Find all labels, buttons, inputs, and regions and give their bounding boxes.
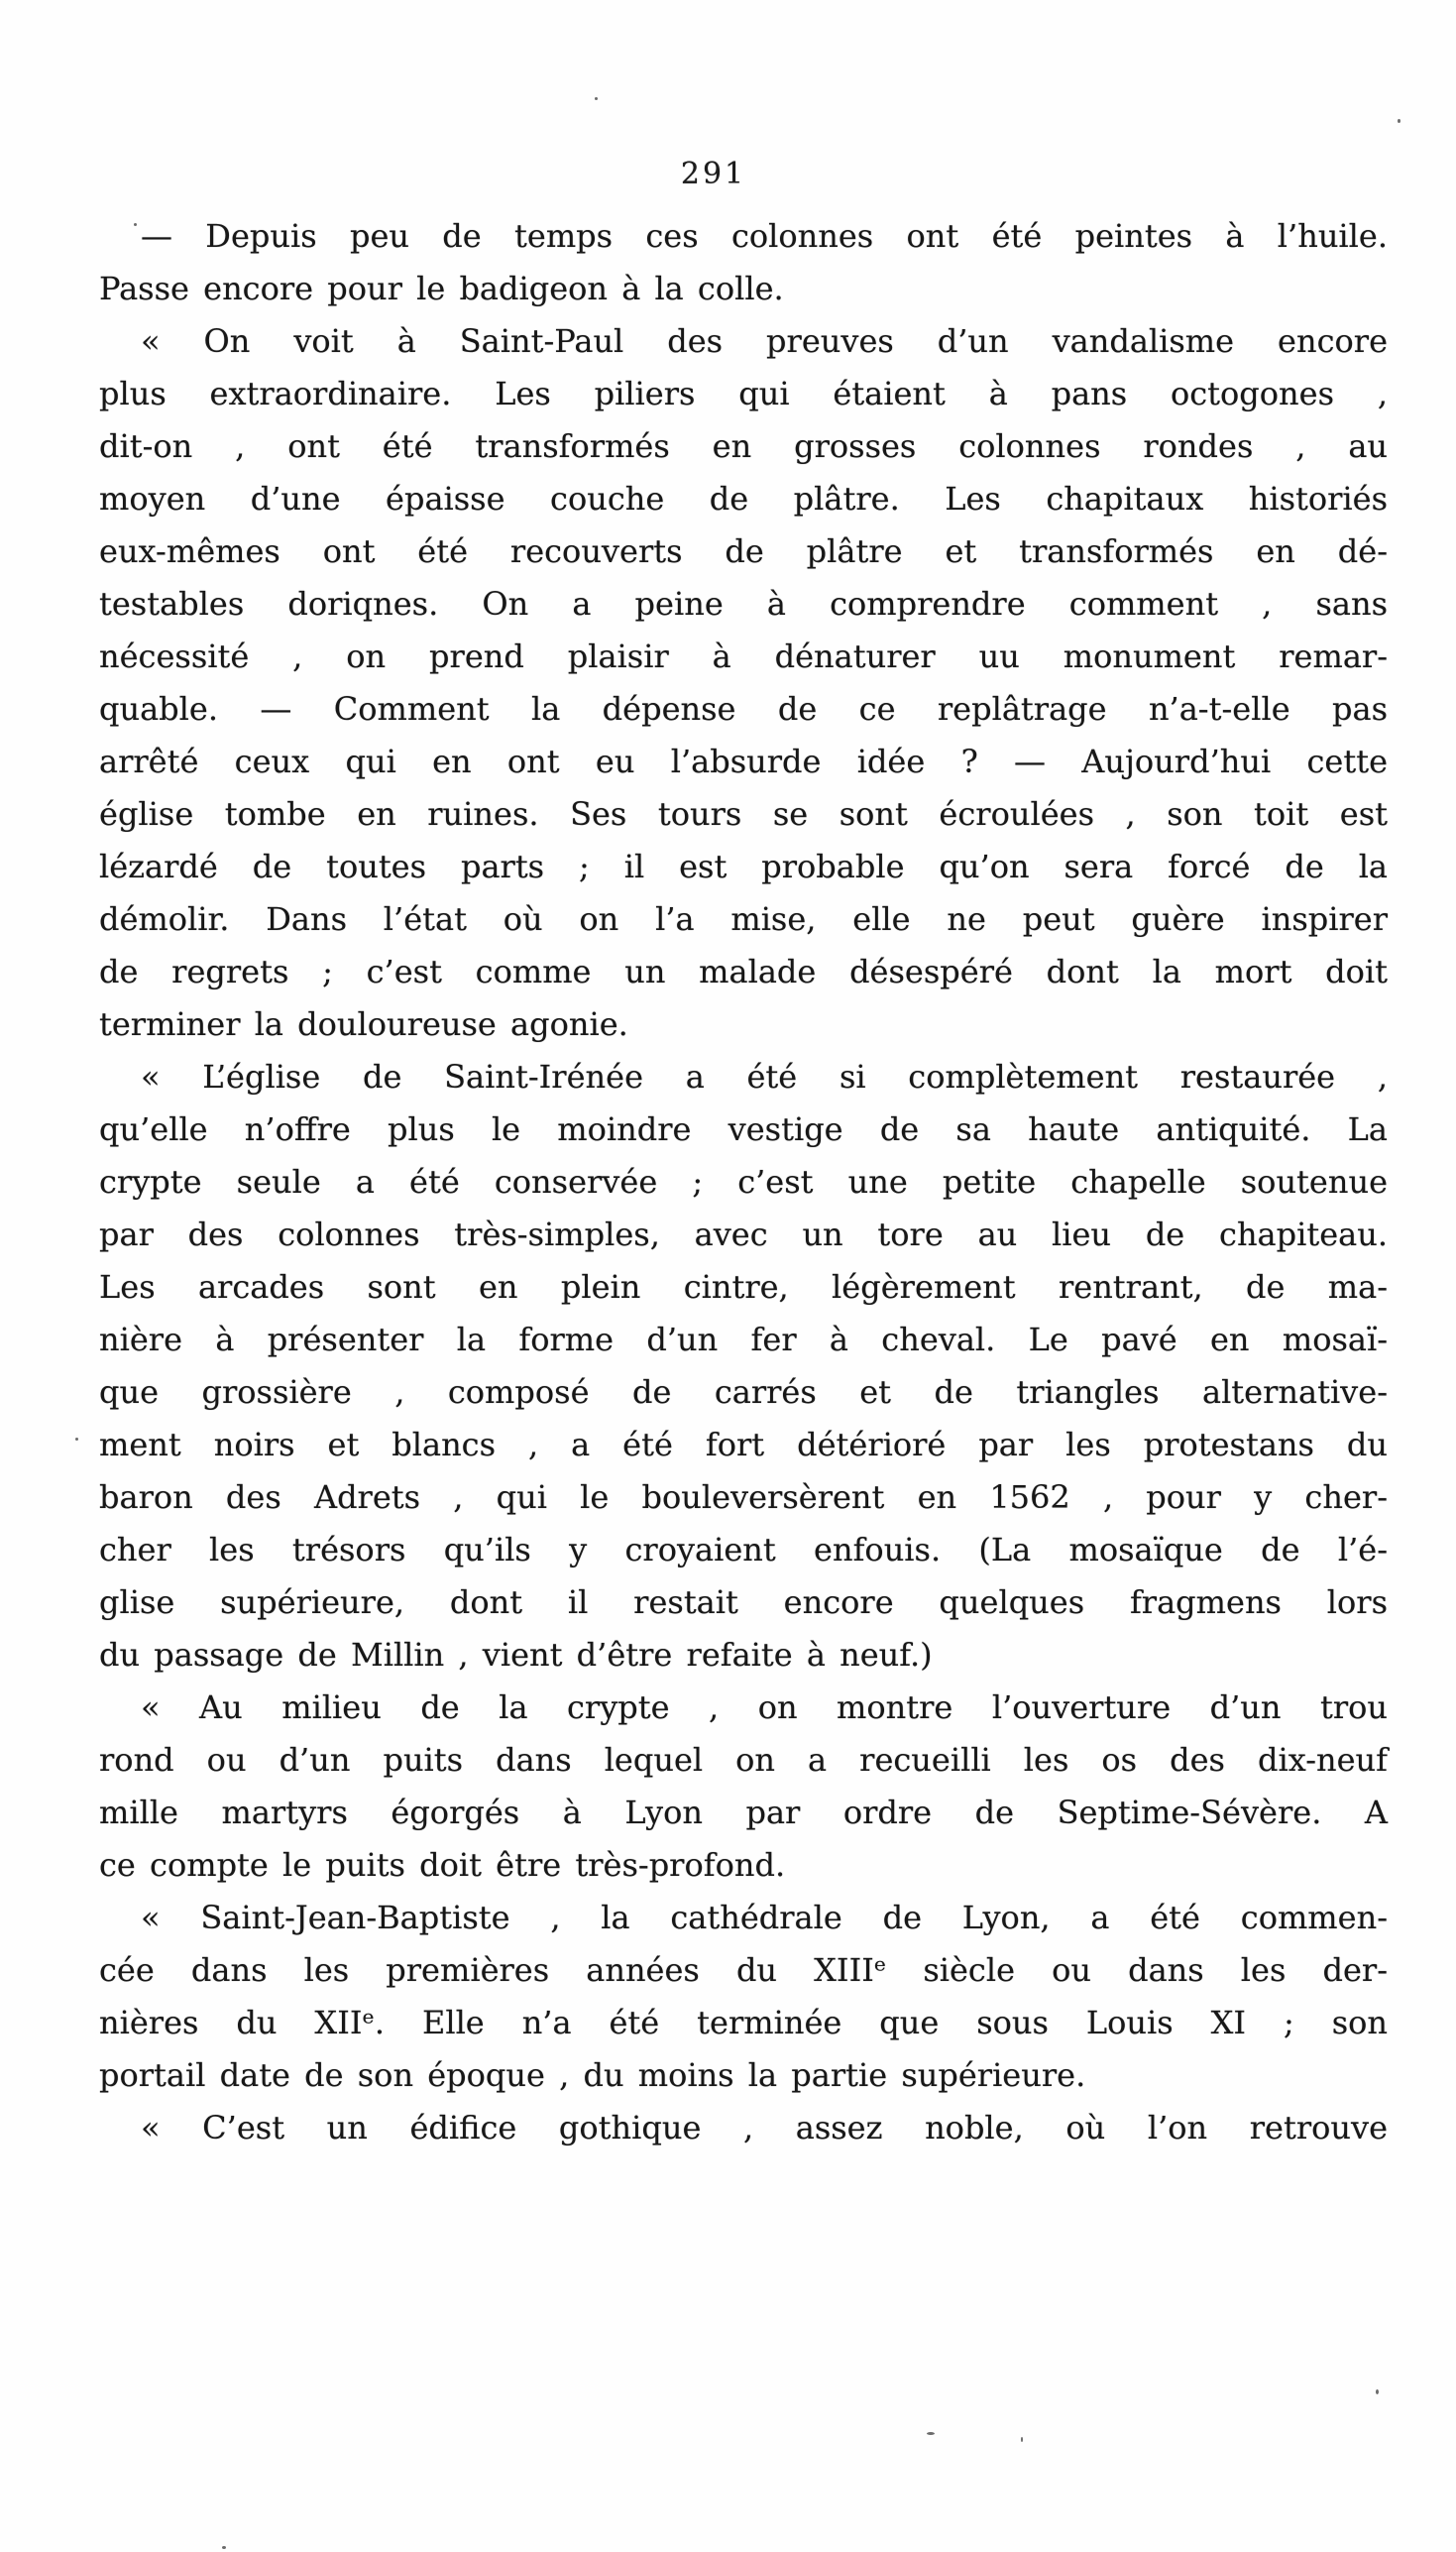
text-line: testables doriqnes. On a peine à comprendre comment , sans	[99, 585, 1388, 623]
text-line: que grossière , composé de carrés et de triangles alternative-	[99, 1373, 1388, 1411]
paragraph	[99, 210, 1388, 315]
text-line: eux-mêmes ont été recouverts de plâtre et transformés en dé-	[99, 532, 1388, 570]
text-line: portail date de son époque , du moins la partie supérieure.	[99, 2056, 1086, 2094]
text-line: « Au milieu de la crypte , on montre l’ouverture d’un trou	[141, 1688, 1388, 1726]
text-line: « Saint-Jean-Baptiste , la cathédrale de Lyon, a été commen-	[141, 1899, 1388, 1936]
text-line: quable. — Comment la dépense de ce replâtrage n’a-t-elle pas	[99, 690, 1388, 728]
paragraph	[99, 315, 1388, 1051]
text-line: mille martyrs égorgés à Lyon par ordre de Septime-Sévère. A	[99, 1794, 1388, 1831]
text-line: nières du XIIᵉ. Elle n’a été terminée que sous Louis XI ; son	[99, 2004, 1388, 2041]
text-line: Passe encore pour le badigeon à la colle.	[99, 270, 784, 307]
text-line: dit-on , ont été transformés en grosses colonnes rondes , au	[99, 427, 1388, 465]
paragraph	[99, 1892, 1388, 2102]
text-line: nécessité , on prend plaisir à dénaturer uu monument remar-	[99, 638, 1388, 675]
text-line: « L’église de Saint-Irénée a été si complètement restaurée ,	[141, 1058, 1388, 1096]
text-line: ce compte le puits doit être très-profond.	[99, 1846, 786, 1884]
scan-speck	[1376, 2389, 1379, 2394]
text-line: terminer la douloureuse agonie.	[99, 1005, 628, 1043]
text-line: par des colonnes très-simples, avec un tore au lieu de chapiteau.	[99, 1216, 1388, 1253]
text-line: cée dans les premières années du XIIIᵉ siècle ou dans les der-	[99, 1951, 1388, 1989]
scan-speck	[927, 2432, 935, 2435]
text-line: « C’est un édifice gothique , assez noble, où l’on retrouve	[141, 2109, 1388, 2146]
text-line: du passage de Millin , vient d’être refaite à neuf.)	[99, 1636, 933, 1674]
text-line: de regrets ; c’est comme un malade désespéré dont la mort doit	[99, 953, 1388, 990]
text-line: Les arcades sont en plein cintre, légèrement rentrant, de ma-	[99, 1268, 1388, 1306]
text-line: ment noirs et blancs , a été fort détérioré par les protestans du	[99, 1426, 1388, 1463]
paragraph	[99, 1051, 1388, 1682]
text-line: « On voit à Saint-Paul des preuves d’un vandalisme encore	[141, 322, 1388, 360]
text-line: qu’elle n’offre plus le moindre vestige de sa haute antiquité. La	[99, 1110, 1388, 1148]
text-block	[99, 210, 1388, 2154]
page-number: 291	[680, 157, 747, 191]
scan-speck	[75, 1438, 78, 1441]
text-line: cher les trésors qu’ils y croyaient enfouis. (La mosaïque de l’é-	[99, 1531, 1388, 1568]
text-line: crypte seule a été conservée ; c’est une petite chapelle soutenue	[99, 1163, 1388, 1201]
text-line: arrêté ceux qui en ont eu l’absurde idée ? — Aujourd’hui cette	[99, 743, 1388, 780]
text-line: lézardé de toutes parts ; il est probable qu’on sera forcé de la	[99, 848, 1388, 885]
paragraph	[99, 2102, 1388, 2154]
scan-speck	[1398, 119, 1400, 123]
text-line: baron des Adrets , qui le bouleversèrent en 1562 , pour y cher-	[99, 1478, 1388, 1516]
text-line: démolir. Dans l’état où on l’a mise, elle ne peut guère inspirer	[99, 900, 1388, 938]
paragraph	[99, 1682, 1388, 1892]
text-line: — Depuis peu de temps ces colonnes ont été peintes à l’huile.	[141, 217, 1388, 255]
text-line: plus extraordinaire. Les piliers qui étaient à pans octogones ,	[99, 375, 1388, 412]
scan-speck	[1021, 2437, 1023, 2442]
text-line: moyen d’une épaisse couche de plâtre. Les chapitaux historiés	[99, 480, 1388, 518]
text-line: nière à présenter la forme d’un fer à cheval. Le pavé en mosaï-	[99, 1321, 1388, 1358]
text-line: glise supérieure, dont il restait encore quelques fragmens lors	[99, 1583, 1388, 1621]
scan-speck	[595, 97, 598, 100]
text-line: église tombe en ruines. Ses tours se sont écroulées , son toit est	[99, 795, 1388, 833]
text-line: rond ou d’un puits dans lequel on a recueilli les os des dix-neuf	[99, 1741, 1388, 1779]
scan-speck	[222, 2546, 226, 2549]
scan-speck	[134, 223, 137, 226]
